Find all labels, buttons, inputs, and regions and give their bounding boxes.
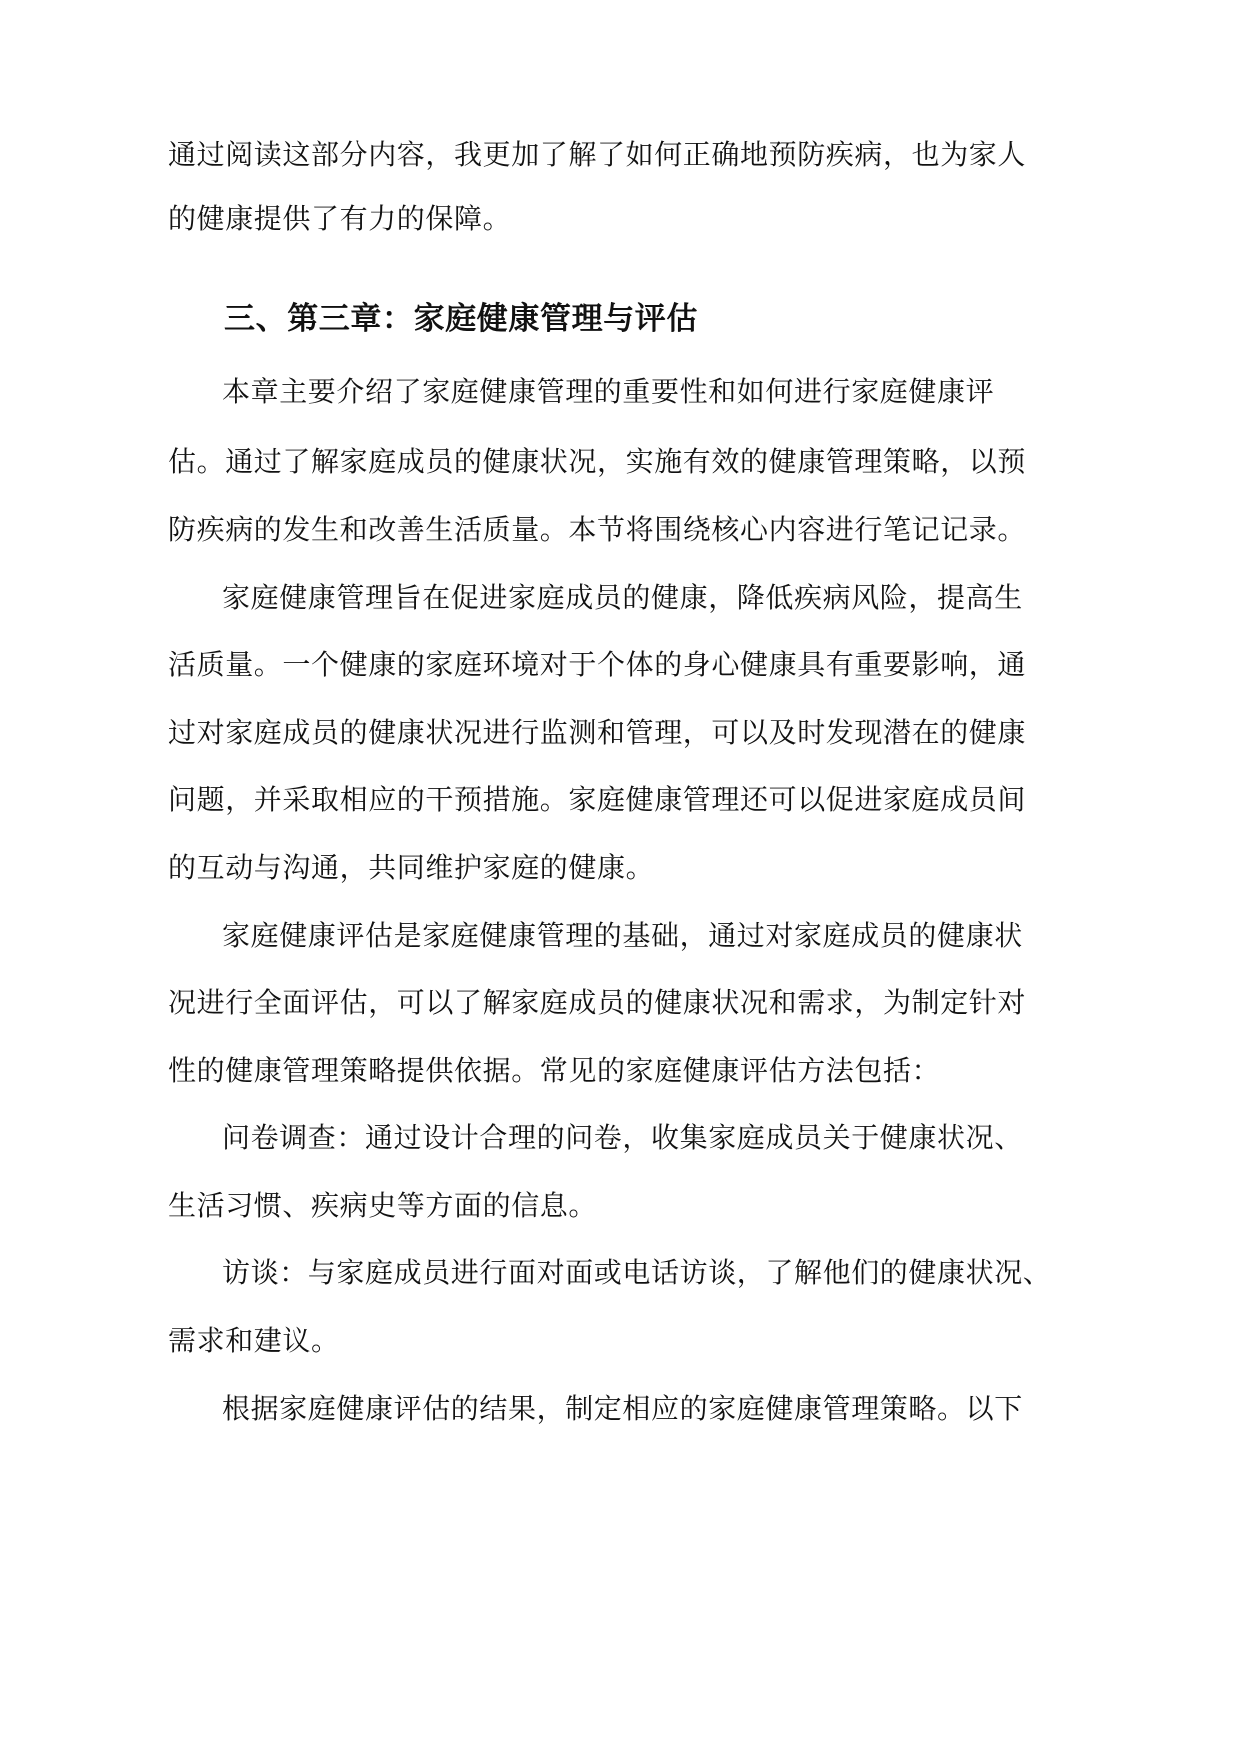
paragraph-line: 问卷调查：通过设计合理的问卷，收集家庭成员关于健康状况、 [222,1121,1023,1154]
intro-line: 的健康提供了有力的保障。 [168,202,512,235]
paragraph-line: 本章主要介绍了家庭健康管理的重要性和如何进行家庭健康评 [222,375,995,408]
paragraph-line: 过对家庭成员的健康状况进行监测和管理，可以及时发现潜在的健康 [168,716,1027,749]
paragraph-line: 活质量。一个健康的家庭环境对于个体的身心健康具有重要影响，通 [168,648,1027,681]
paragraph-line: 访谈：与家庭成员进行面对面或电话访谈，了解他们的健康状况、 [222,1256,1052,1289]
paragraph-line: 估。通过了解家庭成员的健康状况，实施有效的健康管理策略，以预 [168,445,1027,478]
paragraph-line: 性的健康管理策略提供依据。常见的家庭健康评估方法包括： [168,1054,941,1087]
paragraph-line: 生活习惯、疾病史等方面的信息。 [168,1189,598,1222]
section-heading: 三、第三章：家庭健康管理与评估 [224,301,698,337]
intro-line: 通过阅读这部分内容，我更加了解了如何正确地预防疾病，也为家人 [168,138,1027,171]
paragraph-line: 问题，并采取相应的干预措施。家庭健康管理还可以促进家庭成员间 [168,783,1027,816]
paragraph-line: 防疾病的发生和改善生活质量。本节将围绕核心内容进行笔记记录。 [168,513,1027,546]
paragraph-line: 根据家庭健康评估的结果，制定相应的家庭健康管理策略。以下 [222,1392,1023,1425]
paragraph-line: 家庭健康评估是家庭健康管理的基础，通过对家庭成员的健康状 [222,919,1023,952]
paragraph-line: 的互动与沟通，共同维护家庭的健康。 [168,851,655,884]
paragraph-line: 家庭健康管理旨在促进家庭成员的健康，降低疾病风险，提高生 [222,581,1023,614]
paragraph-line: 需求和建议。 [168,1324,340,1357]
paragraph-line: 况进行全面评估，可以了解家庭成员的健康状况和需求，为制定针对 [168,986,1027,1019]
